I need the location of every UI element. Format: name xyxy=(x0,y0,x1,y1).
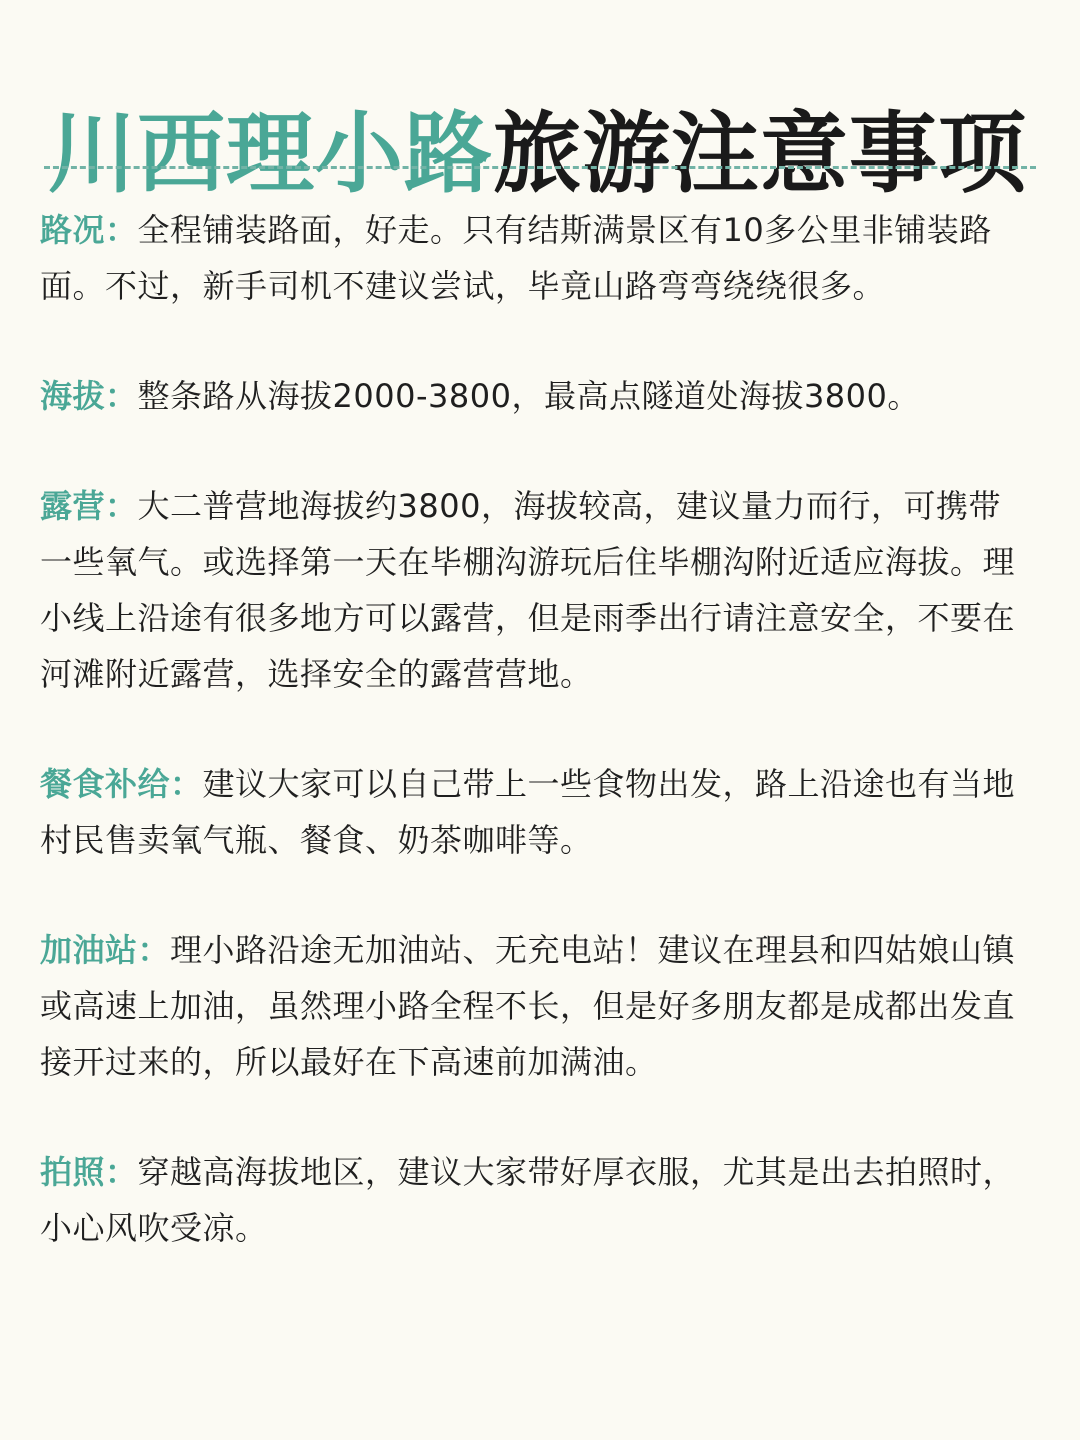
dashed-divider xyxy=(44,166,1036,169)
note-text: 全程铺装路面，好走。只有结斯满景区有10多公里非铺装路面。不过，新手司机不建议尝试，毕竟山路弯弯绕绕很多。 xyxy=(40,211,992,305)
note-food-supply xyxy=(40,756,1032,868)
page-title xyxy=(48,99,1048,209)
note-label: 餐食补给： xyxy=(40,765,203,803)
note-gas-station xyxy=(40,922,1032,1090)
note-text: 整条路从海拔2000-3800，最高点隧道处海拔3800。 xyxy=(137,377,920,415)
note-altitude xyxy=(40,368,1032,424)
notes-list xyxy=(40,202,1032,1310)
title-accent: 川西理小路 xyxy=(48,101,494,205)
note-label: 拍照： xyxy=(40,1153,138,1191)
note-road-condition xyxy=(40,202,1032,314)
note-text: 穿越高海拔地区，建议大家带好厚衣服，尤其是出去拍照时，小心风吹受凉。 xyxy=(40,1153,1016,1247)
note-text: 大二普营地海拔约3800，海拔较高，建议量力而行，可携带一些氧气。或选择第一天在毕棚沟游玩后住毕棚沟附近适应海拔。理小线上沿途有很多地方可以露营，但是雨季出行请注意安全，不要在河滩附近露营，选择安全的露营营地。 xyxy=(40,487,1016,693)
note-label: 加油站： xyxy=(40,931,171,969)
note-camping xyxy=(40,478,1032,702)
note-label: 露营： xyxy=(40,487,138,525)
note-label: 路况： xyxy=(40,211,138,249)
note-label: 海拔： xyxy=(40,377,138,415)
note-text: 建议大家可以自己带上一些食物出发，路上沿途也有当地村民售卖氧气瓶、餐食、奶茶咖啡等。 xyxy=(40,765,1016,859)
note-photography xyxy=(40,1144,1032,1256)
title-rest: 旅游注意事项 xyxy=(493,101,1028,205)
note-text: 理小路沿途无加油站、无充电站！建议在理县和四姑娘山镇或高速上加油，虽然理小路全程不长，但是好多朋友都是成都出发直接开过来的，所以最好在下高速前加满油。 xyxy=(40,931,1016,1081)
